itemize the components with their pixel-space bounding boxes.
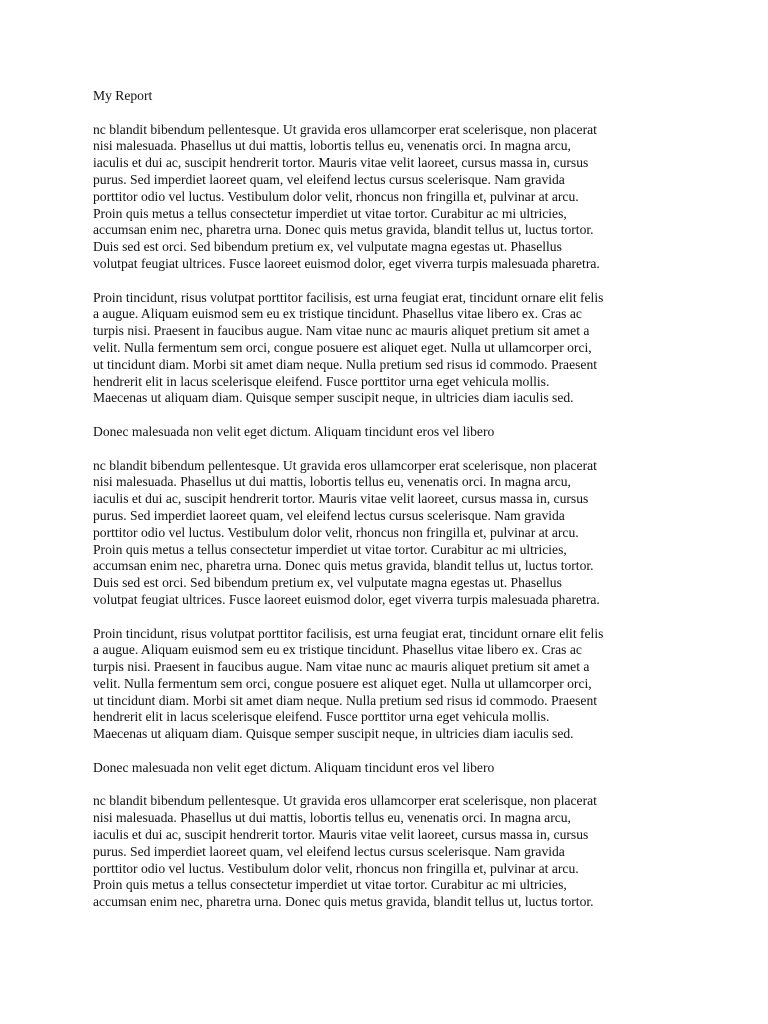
text-line: Maecenas ut aliquam diam. Quisque semper suscipit neque, in ultricies diam iaculis sed.	[93, 726, 574, 742]
text-line: velit. Nulla fermentum sem orci, congue posuere est aliquet eget. Nulla ut ullamcorper orci,	[93, 675, 592, 691]
text-line: a augue. Aliquam euismod sem eu ex tristique tincidunt. Phasellus vitae libero ex. Cras ac	[93, 306, 582, 322]
text-line: Proin quis metus a tellus consectetur imperdiet ut vitae tortor. Curabitur ac mi ultricies,	[93, 541, 567, 557]
text-line: volutpat feugiat ultrices. Fusce laoreet euismod dolor, eget viverra turpis malesuada pharetra.	[93, 255, 600, 271]
text-line: Duis sed est orci. Sed bibendum pretium ex, vel vulputate magna egestas ut. Phasellus	[93, 575, 562, 591]
text-line: iaculis et dui ac, suscipit hendrerit tortor. Mauris vitae velit laoreet, cursus massa in, cursus	[93, 827, 589, 843]
text-line: Proin quis metus a tellus consectetur imperdiet ut vitae tortor. Curabitur ac mi ultricies,	[93, 877, 567, 893]
text-line: Proin tincidunt, risus volutpat porttitor facilisis, est urna feugiat erat, tincidunt ornare elit felis	[93, 289, 604, 305]
text-line: accumsan enim nec, pharetra urna. Donec quis metus gravida, blandit tellus ut, luctus tortor.	[93, 894, 594, 910]
text-line: nc blandit bibendum pellentesque. Ut gravida eros ullamcorper erat scelerisque, non placerat	[93, 121, 597, 137]
text-line: Donec malesuada non velit eget dictum. Aliquam tincidunt eros vel libero	[93, 759, 495, 775]
text-line: iaculis et dui ac, suscipit hendrerit tortor. Mauris vitae velit laoreet, cursus massa in, cursus	[93, 491, 589, 507]
body-paragraph	[93, 122, 683, 273]
text-line: iaculis et dui ac, suscipit hendrerit tortor. Mauris vitae velit laoreet, cursus massa in, cursus	[93, 155, 589, 171]
body-paragraph	[93, 290, 683, 408]
text-line: volutpat feugiat ultrices. Fusce laoreet euismod dolor, eget viverra turpis malesuada pharetra.	[93, 591, 600, 607]
text-line: hendrerit elit in lacus scelerisque eleifend. Fusce porttitor urna eget vehicula mollis.	[93, 709, 550, 725]
text-line: Donec malesuada non velit eget dictum. Aliquam tincidunt eros vel libero	[93, 423, 495, 439]
body-paragraph	[93, 458, 683, 609]
document-body	[93, 88, 683, 911]
text-line: hendrerit elit in lacus scelerisque eleifend. Fusce porttitor urna eget vehicula mollis.	[93, 373, 550, 389]
text-line: porttitor odio vel luctus. Vestibulum dolor velit, rhoncus non fringilla et, pulvinar at arcu.	[93, 524, 579, 540]
section-heading	[93, 760, 683, 777]
text-line: purus. Sed imperdiet laoreet quam, vel eleifend lectus cursus scelerisque. Nam gravida	[93, 843, 565, 859]
text-line: nc blandit bibendum pellentesque. Ut gravida eros ullamcorper erat scelerisque, non placerat	[93, 793, 597, 809]
body-paragraph	[93, 626, 683, 744]
text-line: nisi malesuada. Phasellus ut dui mattis, lobortis tellus eu, venenatis orci. In magna arcu,	[93, 138, 571, 154]
text-line: purus. Sed imperdiet laoreet quam, vel eleifend lectus cursus scelerisque. Nam gravida	[93, 171, 565, 187]
text-line: Duis sed est orci. Sed bibendum pretium ex, vel vulputate magna egestas ut. Phasellus	[93, 239, 562, 255]
text-line: turpis nisi. Praesent in faucibus augue. Nam vitae nunc ac mauris aliquet pretium sit amet a	[93, 323, 590, 339]
text-line: accumsan enim nec, pharetra urna. Donec quis metus gravida, blandit tellus ut, luctus tortor.	[93, 222, 594, 238]
text-line: porttitor odio vel luctus. Vestibulum dolor velit, rhoncus non fringilla et, pulvinar at arcu.	[93, 188, 579, 204]
text-line: velit. Nulla fermentum sem orci, congue posuere est aliquet eget. Nulla ut ullamcorper orci,	[93, 339, 592, 355]
text-line: turpis nisi. Praesent in faucibus augue. Nam vitae nunc ac mauris aliquet pretium sit amet a	[93, 659, 590, 675]
document-title: My Report	[93, 88, 153, 103]
body-paragraph	[93, 793, 683, 911]
text-line: ut tincidunt diam. Morbi sit amet diam neque. Nulla pretium sed risus id commodo. Praesent	[93, 692, 598, 708]
text-line: Proin quis metus a tellus consectetur imperdiet ut vitae tortor. Curabitur ac mi ultricies,	[93, 205, 567, 221]
text-line: Proin tincidunt, risus volutpat porttitor facilisis, est urna feugiat erat, tincidunt ornare elit felis	[93, 625, 604, 641]
text-line: nc blandit bibendum pellentesque. Ut gravida eros ullamcorper erat scelerisque, non placerat	[93, 457, 597, 473]
text-line: porttitor odio vel luctus. Vestibulum dolor velit, rhoncus non fringilla et, pulvinar at arcu.	[93, 860, 579, 876]
text-line: purus. Sed imperdiet laoreet quam, vel eleifend lectus cursus scelerisque. Nam gravida	[93, 507, 565, 523]
text-line: nisi malesuada. Phasellus ut dui mattis, lobortis tellus eu, venenatis orci. In magna arcu,	[93, 810, 571, 826]
section-heading	[93, 424, 683, 441]
text-line: accumsan enim nec, pharetra urna. Donec quis metus gravida, blandit tellus ut, luctus tortor.	[93, 558, 594, 574]
text-line: Maecenas ut aliquam diam. Quisque semper suscipit neque, in ultricies diam iaculis sed.	[93, 390, 574, 406]
text-line: ut tincidunt diam. Morbi sit amet diam neque. Nulla pretium sed risus id commodo. Praesent	[93, 356, 598, 372]
text-line: nisi malesuada. Phasellus ut dui mattis, lobortis tellus eu, venenatis orci. In magna arcu,	[93, 474, 571, 490]
text-line: a augue. Aliquam euismod sem eu ex tristique tincidunt. Phasellus vitae libero ex. Cras ac	[93, 642, 582, 658]
